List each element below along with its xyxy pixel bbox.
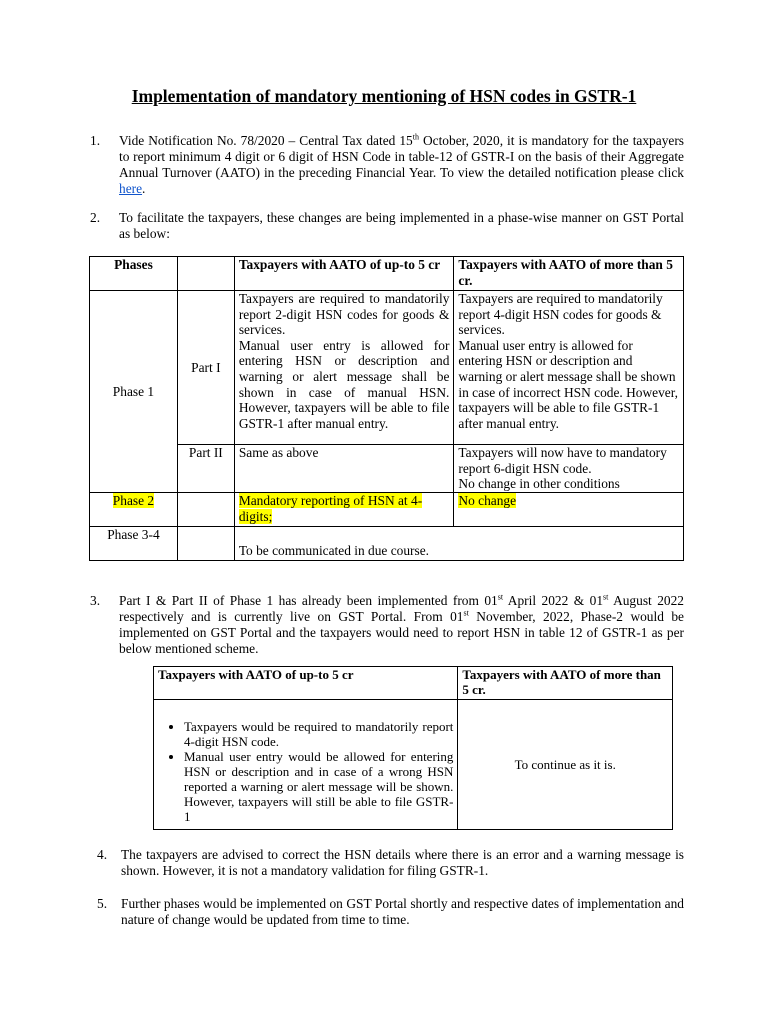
phase34-details: To be communicated in due course. [234,527,683,561]
paragraph-3 [90,593,684,657]
phase-34-label: Phase 3-4 [90,527,178,561]
paragraph-text: The taxpayers are advised to correct the HSN details where there is an error and a warning message is shown. However, it is not a mandatory validation for filing GSTR-1. [121,847,684,878]
list-number: 5. [97,896,108,911]
table-row [90,527,684,561]
paragraph-2 [90,210,684,242]
table-row [90,493,684,527]
list-item: • Taxpayers would be required to mandatorily report 4-digit HSN code. [184,719,453,749]
notification-link[interactable]: here [119,181,143,196]
paragraph-text: To facilitate the taxpayers, these changes are being implemented in a phase-wise manner on GST Portal as below: [119,210,684,241]
header-more-5cr: Taxpayers with AATO of more than 5 cr. [458,667,673,700]
table-header-row [154,667,673,700]
paragraph-1 [90,133,684,197]
part-1-label: Part I [177,291,234,445]
list-number: 3. [90,593,101,608]
table-row [154,700,673,830]
list-item: • Manual user entry would be allowed for entering HSN or description and in case of a wrong HSN reported a warning or alert message will be shown. However, taxpayers will still be able to file GSTR-1 [184,749,453,824]
header-phases: Phases [90,257,178,291]
header-part [177,257,234,291]
table-row [90,445,684,493]
part-2-label: Part II [177,445,234,493]
phase1-part1-upto-5cr: Taxpayers are required to mandatorily report 2-digit HSN codes for goods & services. Manual user entry is allowed for entering HSN or description and warning or alert message shall be shown in case of manual HSN. However, taxpayers will be able to file GSTR-1 after manual entry. [234,291,454,445]
list-number: 2. [90,210,101,225]
paragraph-text: Part I & Part II of Phase 1 has already been implemented from 01st April 2022 & 01st August 2022 respectively and is currently live on GST Portal. From 01st November, 2022, Phase-2 would be implemented on GST Portal and the taxpayers would need to report HSN in table 12 of GSTR-1 as per below mentioned scheme. [119,592,684,656]
table-header-row [90,257,684,291]
document-title: Implementation of mandatory mentioning of HSN codes in GSTR-1 [131,86,637,106]
header-more-5cr: Taxpayers with AATO of more than 5 cr. [454,257,684,291]
table-row [90,291,684,445]
paragraph-5 [97,896,684,928]
paragraph-text: Vide Notification No. 78/2020 – Central Tax dated 15th October, 2020, it is mandatory for the taxpayers to report minimum 4 digit or 6 digit of HSN Code in table-12 of GSTR-I on the basis of their Aggregate Annual Turnover (AATO) in the preceding Financial Year. To view the detailed notification please click here. [119,132,685,196]
phase-1-label: Phase 1 [90,291,178,493]
phase2-upto-5cr: Mandatory reporting of HSN at 4-digits; [234,493,454,527]
paragraph-text: Further phases would be implemented on GST Portal shortly and respective dates of implementation and nature of change would be updated from time to time. [121,896,684,927]
header-upto-5cr: Taxpayers with AATO of up-to 5 cr [234,257,454,291]
list-number: 4. [97,847,108,862]
phases-table [89,256,684,561]
phase1-part2-upto-5cr: Same as above [234,445,454,493]
list-number: 1. [90,133,101,148]
phase2-part [177,493,234,527]
phase34-part [177,527,234,561]
header-upto-5cr: Taxpayers with AATO of up-to 5 cr [154,667,458,700]
phase-2-label: Phase 2 [90,493,178,527]
phase2-scheme-table [153,666,673,830]
scheme-upto-5cr [154,700,458,830]
paragraph-4 [97,847,684,879]
phase1-part2-more-5cr: Taxpayers will now have to mandatory report 6-digit HSN code. No change in other conditions [454,445,684,493]
phase2-more-5cr: No change [454,493,684,527]
phase1-part1-more-5cr: Taxpayers are required to mandatorily report 4-digit HSN codes for goods & services. Manual user entry is allowed for entering HSN or description and warning or alert message shall be shown in case of incorrect HSN code. However, taxpayers will be able to file GSTR-1 after manual entry. [454,291,684,445]
scheme-more-5cr: To continue as it is. [458,700,673,830]
